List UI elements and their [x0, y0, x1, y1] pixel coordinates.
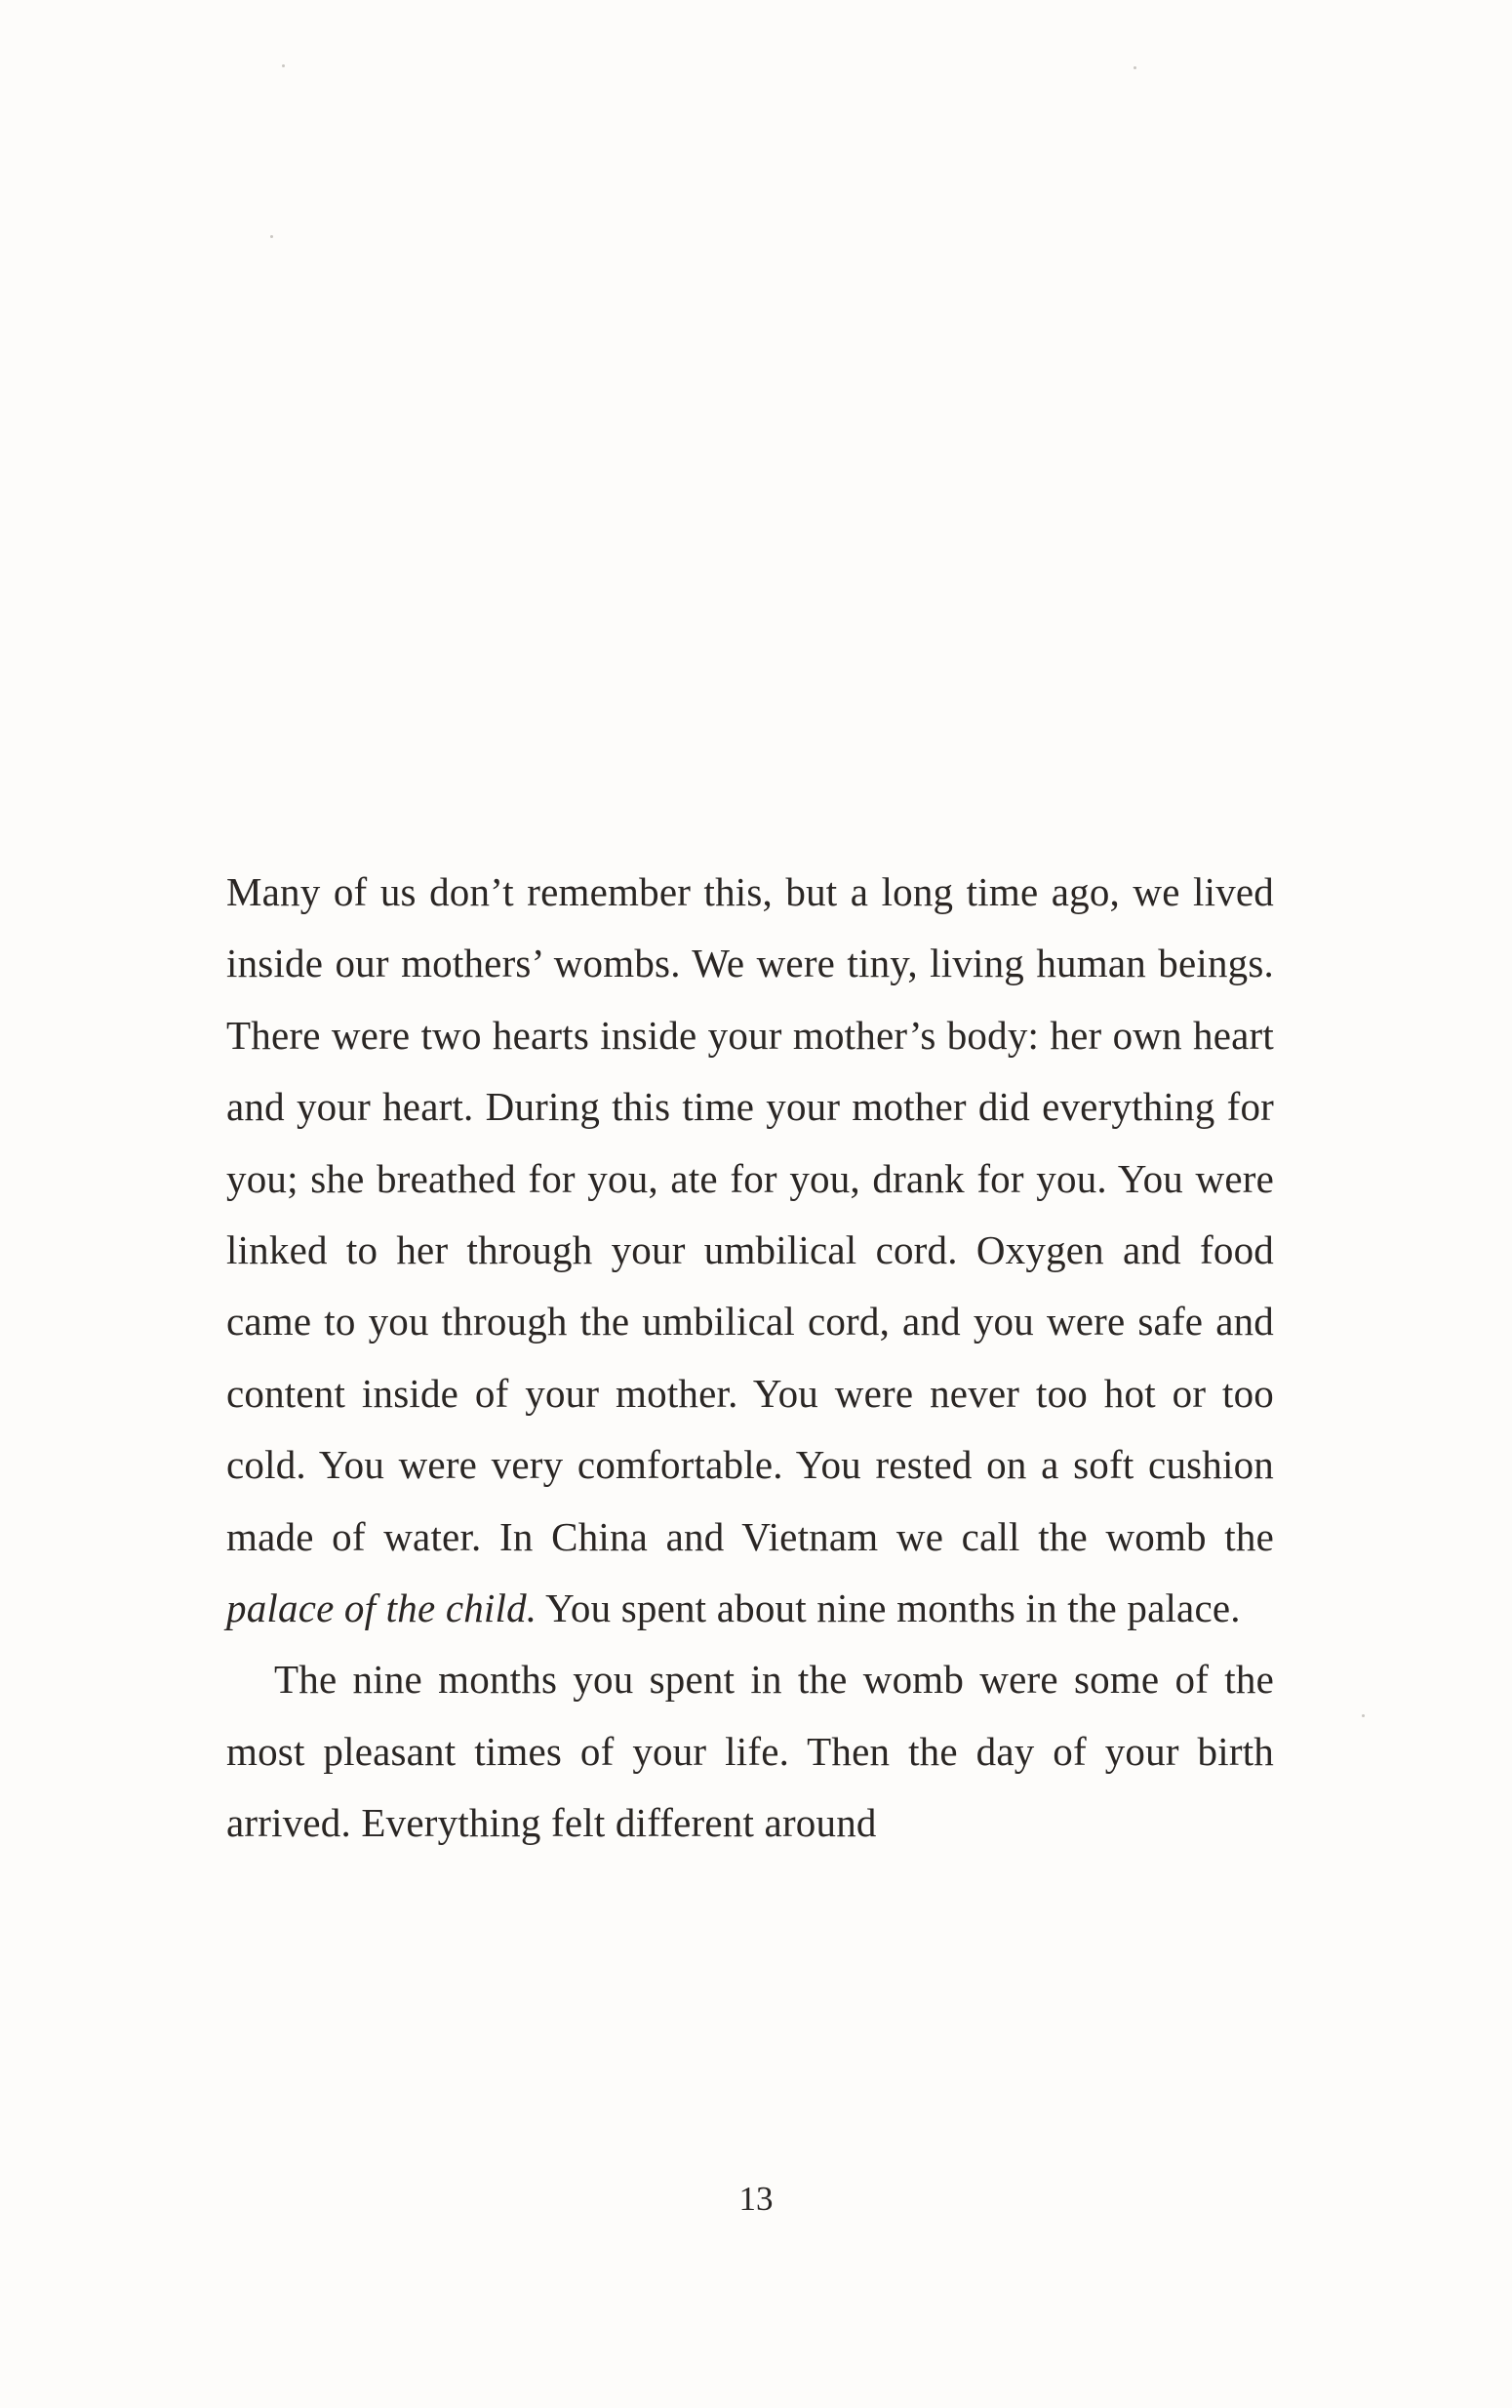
paragraph-1-italic-phrase: palace of the child.: [226, 1585, 537, 1631]
paragraph-1-text: Many of us don’t remember this, but a long time ago, we lived inside our mothers’ wombs. We were tiny, living human beings. There were two hearts inside your mother’s body: her own heart and your heart. During this time your mother did everything for you; she breathed for you, ate for you, drank for you. You were linked to her through your umbilical cord. Oxygen and food came to you through the umbilical cord, and you were safe and content inside of your mother. You were never too hot or too cold. You were very comfortable. You rested on a soft cushion made of water. In China and Vietnam we call the womb the: [226, 869, 1274, 1559]
paragraph-1: [226, 857, 1274, 1644]
paragraph-2: The nine months you spent in the womb were some of the most pleasant times of your life. Then the day of your birth arrived. Everything felt different around: [226, 1657, 1274, 1846]
body-text: [226, 857, 1274, 1860]
paper-speck: [1362, 1714, 1365, 1717]
paper-speck: [270, 235, 273, 238]
page-number: 13: [738, 2180, 774, 2218]
paragraph-1-text-end: You spent about nine months in the palace.: [537, 1585, 1241, 1631]
paper-speck: [282, 64, 285, 67]
paper-speck: [1134, 66, 1136, 69]
